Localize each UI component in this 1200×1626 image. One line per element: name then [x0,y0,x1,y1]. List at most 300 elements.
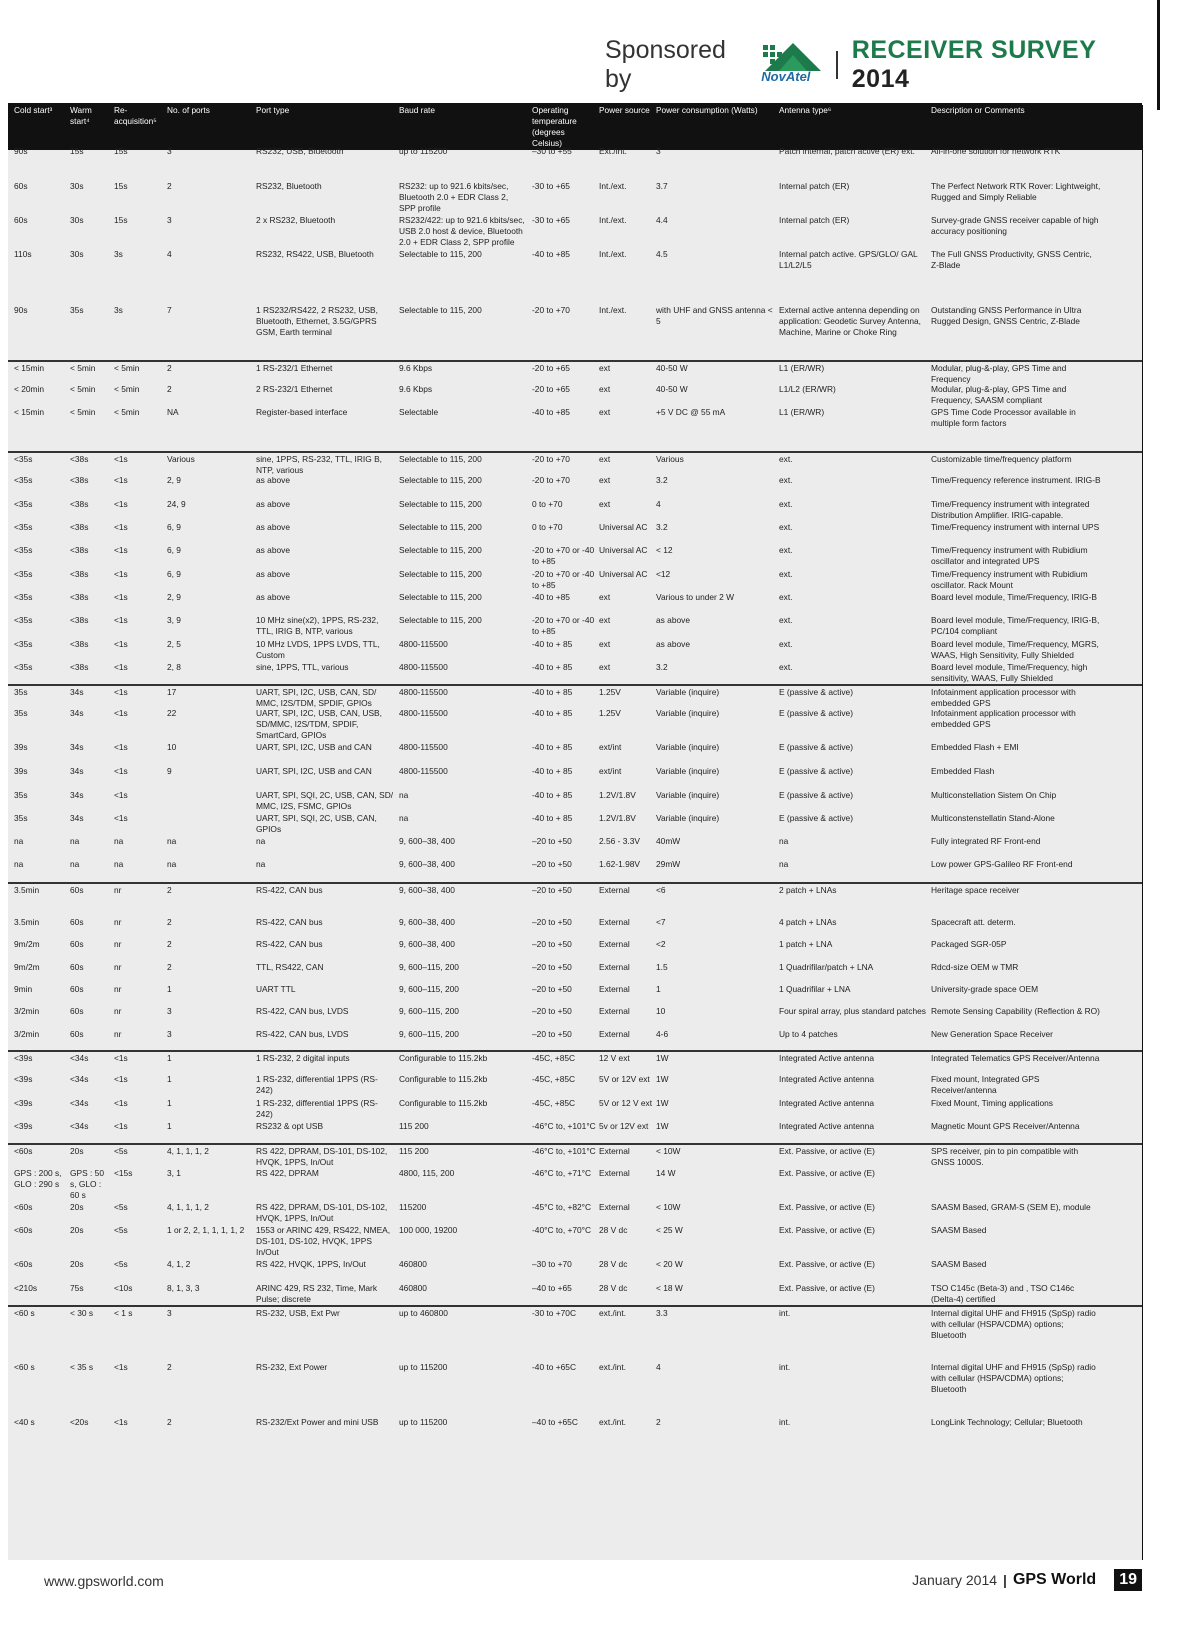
table-cell: 90s [14,305,28,315]
table-row [8,765,1142,789]
table-cell: SAASM Based [931,1225,987,1235]
table-cell: 4800-115500 [399,687,448,697]
table-row [8,214,1142,248]
table-cell: Universal AC [599,522,648,532]
table-cell: Up to 4 patches [779,1029,838,1039]
header-separator [836,51,838,79]
table-cell: 60s [14,215,28,225]
table-cell: 9m/2m [14,962,40,972]
table-cell: 20s [70,1259,84,1269]
survey-title-text: RECEIVER SURVEY [851,36,1096,64]
table-row [8,882,1142,918]
table-cell: ext./int. [599,1362,626,1372]
table-row [8,812,1142,835]
table-cell: External [599,1146,630,1156]
table-cell: < 5min [114,384,140,394]
table-cell: Variable (inquire) [656,687,720,697]
table-row [8,835,1142,858]
table-cell: 3.2 [656,662,668,672]
table-cell: 12 V ext [599,1053,630,1063]
table-cell: –20 to +50 [532,885,572,895]
table-cell: -40 to + 85 [532,662,573,672]
table-cell: –20 to +50 [532,939,572,949]
table-cell: ext [599,499,611,509]
table-row [8,1097,1142,1120]
table-row [8,684,1142,709]
table-cell: <60 s [14,1308,35,1318]
table-cell: 40-50 W [656,363,688,373]
table-cell: All-in-one solution for network RTK [931,146,1061,156]
table-cell: na [167,836,177,846]
table-cell: –20 to +50 [532,836,572,846]
table-cell: Selectable to 115, 200 [399,249,482,259]
table-cell: 28 V dc [599,1259,628,1269]
table-cell: Board level module, Time/Frequency, IRIG-B, PC/104 compliant [931,615,1100,636]
table-cell: na [779,859,789,869]
table-cell: na [779,836,789,846]
table-cell: Configurable to 115.2kb [399,1098,488,1108]
table-cell: 1 patch + LNA [779,939,833,949]
table-cell: SPS receiver, pin to pin compatible with GNSS 1000S. [931,1146,1079,1167]
table-cell: E (passive & active) [779,790,854,800]
table-cell: ext./int. [599,1417,626,1427]
table-cell: Ext. Passive, or active (E) [779,1146,875,1156]
table-cell: <7 [656,917,666,927]
table-cell: RS232/422: up to 921.6 kbits/sec, USB 2.0 host & device, Bluetooth 2.0 + EDR Class 2, SPP profile [399,215,525,247]
table-cell: 4.4 [656,215,668,225]
table-cell: External [599,917,630,927]
table-cell: <38s [70,662,89,672]
table-cell: E (passive & active) [779,687,854,697]
table-cell: NA [167,407,179,417]
table-cell: 34s [70,790,84,800]
table-cell: -45C, +85C [532,1098,576,1108]
table-cell: <15s [114,1168,133,1178]
table-cell: <34s [70,1074,89,1084]
table-cell: 1 [167,1053,172,1063]
table-cell: 34s [70,708,84,718]
table-cell: Selectable [399,407,439,417]
table-cell: E (passive & active) [779,742,854,752]
table-cell: <39s [14,1074,33,1084]
table-row [8,983,1142,1005]
table-cell: 34s [70,687,84,697]
table-row [8,1167,1142,1201]
table-cell: -20 to +65 [532,363,570,373]
table-cell: 24, 9 [167,499,186,509]
table-cell: GPS : 50 s, GLO : 60 s [70,1168,104,1200]
table-cell: –20 to +50 [532,1006,572,1016]
table-cell: LongLink Technology; Cellular; Bluetooth [931,1417,1083,1427]
table-cell: 2, 5 [167,639,181,649]
table-cell: na [114,836,124,846]
table-cell: Internal patch active. GPS/GLO/ GAL L1/L2/L5 [779,249,918,270]
table-cell: <60s [14,1225,33,1235]
table-row [8,406,1142,451]
table-cell: 5v or 12V ext [599,1121,649,1131]
table-cell: External [599,1168,630,1178]
table-cell: 28 V dc [599,1225,628,1235]
table-cell: <40 s [14,1417,35,1427]
table-cell: 4-6 [656,1029,669,1039]
table-row [8,1050,1142,1075]
table-cell: -40 to +65C [532,1362,576,1372]
table-cell: <60 s [14,1362,35,1372]
table-row [8,1005,1142,1028]
table-cell: 29mW [656,859,681,869]
table-cell: +5 V DC @ 55 mA [656,407,726,417]
table-cell: -40 to + 85 [532,687,573,697]
table-cell: 1W [656,1121,669,1131]
table-cell: 1W [656,1053,669,1063]
table-cell: 35s [70,305,84,315]
table-cell: -46°C to, +71°C [532,1168,592,1178]
table-cell: RS 422, HVQK, 1PPS, In/Out [256,1259,366,1269]
table-cell: nr [114,917,122,927]
table-cell: -20 to +70 or -40 to +85 [532,545,595,566]
table-cell: –20 to +50 [532,962,572,972]
table-cell: Modular, plug-&-play, GPS Time and Frequency, SAASM compliant [931,384,1067,405]
table-cell: Board level module, Time/Frequency, MGRS, WAAS, High Sensitivity, Fully Shielded [931,639,1099,660]
table-cell: <39s [14,1121,33,1131]
table-cell: ARINC 429, RS 232, Time, Mark Pulse; discrete [256,1283,378,1304]
table-cell: Integrated Telematics GPS Receiver/Antenna [931,1053,1100,1063]
table-row [8,961,1142,983]
table-cell: Board level module, Time/Frequency, high sensitivity, WAAS, Fully Shielded [931,662,1088,683]
table-cell: <39s [14,1098,33,1108]
table-cell: 20s [70,1146,84,1156]
table-cell: Survey-grade GNSS receiver capable of high accuracy positioning [931,215,1099,236]
table-cell: as above [256,569,290,579]
table-cell: as above [256,592,290,602]
table-cell: –20 to +50 [532,984,572,994]
table-cell: RS232 & opt USB [256,1121,324,1131]
table-row [8,591,1142,614]
table-row [8,1361,1142,1416]
table-cell: The Perfect Network RTK Rover: Lightweight, Rugged and Simply Reliable [931,181,1101,202]
table-cell: <38s [70,454,89,464]
table-cell: RS-422, CAN bus [256,917,323,927]
table-cell: 2, 8 [167,662,181,672]
table-cell: Variable (inquire) [656,790,720,800]
table-cell: <1s [114,1362,128,1372]
table-cell: -40 to +85 [532,407,570,417]
table-cell: Customizable time/frequency platform [931,454,1072,464]
table-row [8,614,1142,638]
table-cell: up to 460800 [399,1308,448,1318]
table-cell: 3, 1 [167,1168,181,1178]
table-cell: <6 [656,885,666,895]
table-cell: <1s [114,454,128,464]
table-cell: sine, 1PPS, TTL, various [256,662,349,672]
table-cell: < 15min [14,407,45,417]
table-cell: 9 [167,766,172,776]
table-cell: nr [114,885,122,895]
table-cell: UART, SPI, SQI, 2C, USB, CAN, GPIOs [256,813,377,834]
table-row [8,304,1142,360]
page-number: 19 [1114,1569,1142,1591]
table-cell: <60s [14,1259,33,1269]
table-cell: New Generation Space Receiver [931,1029,1053,1039]
table-cell: 3.5min [14,885,40,895]
table-cell: Embedded Flash [931,766,995,776]
table-cell: 4, 1, 2 [167,1259,191,1269]
table-cell: -45C, +85C [532,1053,576,1063]
table-cell: Packaged SGR-05P [931,939,1007,949]
table-cell: Fixed mount, Integrated GPS Receiver/antenna [931,1074,1040,1095]
table-cell: Spacecraft att. determ. [931,917,1016,927]
table-cell: -40 to + 85 [532,742,573,752]
table-cell: 1 [167,1121,172,1131]
table-cell: <35s [14,454,33,464]
table-cell: Int./ext. [599,305,627,315]
table-cell: <38s [70,592,89,602]
table-cell: SAASM Based [931,1259,987,1269]
table-cell: 3 [656,146,661,156]
table-cell: ext [599,363,611,373]
table-cell: 2 [656,1417,661,1427]
column-header: Power source [599,105,650,115]
table-cell: up to 115200 [399,1362,448,1372]
survey-year: 2014 [851,65,910,93]
table-cell: Selectable to 115, 200 [399,475,482,485]
table-cell: <210s [14,1283,38,1293]
table-cell: <38s [70,545,89,555]
table-cell: 40mW [656,836,681,846]
table-cell: 9, 600–115, 200 [399,962,459,972]
table-cell: RS-422, CAN bus, LVDS [256,1006,349,1016]
table-cell: Selectable to 115, 200 [399,305,482,315]
table-cell: 2 x RS232, Bluetooth [256,215,336,225]
table-cell: <1s [114,499,128,509]
table-cell: 4.5 [656,249,668,259]
table-cell: -40 to + 85 [532,708,573,718]
table-cell: < 10W [656,1146,681,1156]
table-cell: External [599,1202,630,1212]
table-cell: -40°C to, +70°C [532,1225,592,1235]
table-cell: 2 [167,1417,172,1427]
table-cell: RS 422, DPRAM [256,1168,319,1178]
table-cell: ext. [779,475,793,485]
table-cell: 15s [114,146,128,156]
column-header: Description or Comments [931,105,1025,115]
table-cell: RS-232/Ext Power and mini USB [256,1417,379,1427]
receiver-table [8,103,1142,1560]
table-cell: <1s [114,662,128,672]
table-row [8,1143,1142,1169]
table-row [8,1258,1142,1282]
table-cell: int. [779,1362,791,1372]
table-cell: Internal patch (ER) [779,181,850,191]
page-rule-vertical [1157,0,1160,110]
table-cell: na [256,859,266,869]
table-cell: 1.2V/1.8V [599,790,636,800]
table-cell: 2 [167,962,172,972]
table-row [8,383,1142,406]
table-cell: <38s [70,475,89,485]
table-row [8,521,1142,544]
table-cell: 3 [167,146,172,156]
table-cell: RS-422, CAN bus [256,939,323,949]
table-cell: 2 [167,885,172,895]
table-cell: <1s [114,1417,128,1427]
table-cell: RS-422, CAN bus, LVDS [256,1029,349,1039]
table-cell: -46°C to, +101°C [532,1121,596,1131]
table-cell: na [167,859,177,869]
table-cell: 0 to +70 [532,499,563,509]
table-cell: <1s [114,545,128,555]
table-cell: na [70,836,80,846]
column-header: Power consumption (Watts) [656,105,758,115]
table-cell: 60s [70,885,84,895]
table-cell: <1s [114,790,128,800]
table-cell: -20 to +70 [532,454,570,464]
table-cell: Various to under 2 W [656,592,735,602]
table-cell: 34s [70,742,84,752]
table-cell: <1s [114,742,128,752]
table-cell: 22 [167,708,177,718]
table-cell: Register-based interface [256,407,348,417]
table-cell: 1 [656,984,661,994]
table-cell: 28 V dc [599,1283,628,1293]
table-cell: ext [599,475,611,485]
table-cell: 9, 600–38, 400 [399,859,455,869]
table-cell: Ext./int. [599,146,627,156]
table-cell: 60s [70,939,84,949]
table-cell: 3.5min [14,917,40,927]
table-cell: 1W [656,1074,669,1084]
table-cell: < 25 W [656,1225,683,1235]
table-cell: Variable (inquire) [656,708,720,718]
table-cell: -40 to +85 [532,592,570,602]
table-cell: 35s [14,813,28,823]
table-cell: 4800-115500 [399,766,448,776]
table-cell: < 5min [70,363,96,373]
table-cell: Infotainment application processor with embedded GPS [931,687,1076,708]
table-cell: Various [167,454,195,464]
table-cell: 2 patch + LNAs [779,885,837,895]
table-cell: 15s [114,181,128,191]
table-cell: Universal AC [599,569,648,579]
table-cell: <5s [114,1146,128,1156]
table-cell: <1s [114,687,128,697]
table-row [8,858,1142,882]
table-cell: -46°C to, +101°C [532,1146,596,1156]
table-cell: na [114,859,124,869]
table-cell: UART, SPI, I2C, USB, CAN, SD/ MMC, I2S/TDM, SPDIF, GPIOs [256,687,377,708]
table-cell: <34s [70,1121,89,1131]
table-cell: 2.56 - 3.3V [599,836,640,846]
table-cell: 30s [70,249,84,259]
table-cell: <35s [14,592,33,602]
table-cell: 14 W [656,1168,676,1178]
table-cell: 3 [167,1006,172,1016]
table-cell: 3/2min [14,1006,40,1016]
table-cell: -20 to +70 or -40 to +85 [532,615,595,636]
table-cell: -30 to +65 [532,215,570,225]
table-cell: 60s [70,1029,84,1039]
table-cell: 4800-115500 [399,662,448,672]
table-cell: 115200 [399,1202,427,1212]
table-cell: -20 to +70 [532,475,570,485]
table-cell: L1 (ER/WR) [779,407,825,417]
table-row [8,544,1142,568]
table-cell: <35s [14,569,33,579]
table-cell: 1 Quadrifilar + LNA [779,984,851,994]
table-cell: 10 MHz sine(x2), 1PPS, RS-232, TTL, IRIG B, NTP, various [256,615,379,636]
table-cell: 34s [70,813,84,823]
table-cell: 4 [167,249,172,259]
table-cell: <35s [14,499,33,509]
table-cell: 6, 9 [167,522,181,532]
table-cell: UART, SPI, I2C, USB and CAN [256,742,372,752]
table-cell: 100 000, 19200 [399,1225,458,1235]
table-cell: Ext. Passive, or active (E) [779,1225,875,1235]
table-cell: Selectable to 115, 200 [399,454,482,464]
table-cell: <60s [14,1146,33,1156]
footer-url[interactable]: www.gpsworld.com [44,1573,164,1589]
table-cell: 6, 9 [167,569,181,579]
table-cell: 60s [70,1006,84,1016]
table-cell: Int./ext. [599,249,627,259]
table-cell: <1s [114,615,128,625]
table-cell: ext [599,662,611,672]
table-cell: Infotainment application processor with embedded GPS [931,708,1076,729]
table-cell: <39s [14,1053,33,1063]
table-cell: –30 to +55 [532,146,572,156]
table-cell: E (passive & active) [779,766,854,776]
table-cell: <35s [14,522,33,532]
table-cell: <1s [114,1121,128,1131]
table-cell: 1553 or ARINC 429, RS422, NMEA, DS-101, DS-102, HVQK, 1PPS In/Out [256,1225,391,1257]
novatel-logo [759,41,822,89]
survey-title [852,36,1145,94]
table-cell: 115 200 [399,1146,429,1156]
table-cell: 4800-115500 [399,639,448,649]
table-cell: ext. [779,662,793,672]
table-cell: Heritage space receiver [931,885,1020,895]
table-row [8,661,1142,684]
table-cell: Selectable to 115, 200 [399,615,482,625]
table-cell: 60s [14,181,28,191]
table-cell: 1.5 [656,962,668,972]
table-cell: < 5min [70,384,96,394]
table-cell: as above [256,499,290,509]
table-cell: na [399,790,409,800]
table-cell: Time/Frequency instrument with integrated Distribution Amplifier. IRIG-capable. [931,499,1090,520]
table-cell: RS232, Bluetooth [256,181,322,191]
table-cell: E (passive & active) [779,813,854,823]
column-header: Antenna type⁶ [779,105,832,115]
table-cell: RS232: up to 921.6 kbits/sec, Bluetooth 2.0 + EDR Class 2, SPP profile [399,181,509,213]
table-cell: Multiconstenstellatin Stand-Alone [931,813,1055,823]
table-cell: -45C, +85C [532,1074,576,1084]
table-cell: < 5min [70,407,96,417]
table-cell: 1 RS-232, differential 1PPS (RS-242) [256,1074,378,1095]
table-cell: 60s [70,984,84,994]
table-cell: E (passive & active) [779,708,854,718]
table-cell: 20s [70,1225,84,1235]
table-cell: Patch internal, patch active (ER) ext. [779,146,915,156]
table-cell: Variable (inquire) [656,742,720,752]
table-cell: -30 to +70C [532,1308,576,1318]
table-cell: <5s [114,1202,128,1212]
table-cell: <38s [70,499,89,509]
table-cell: 115 200 [399,1121,429,1131]
table-cell: 7 [167,305,172,315]
table-cell: < 5min [114,363,140,373]
table-cell: na [14,859,24,869]
